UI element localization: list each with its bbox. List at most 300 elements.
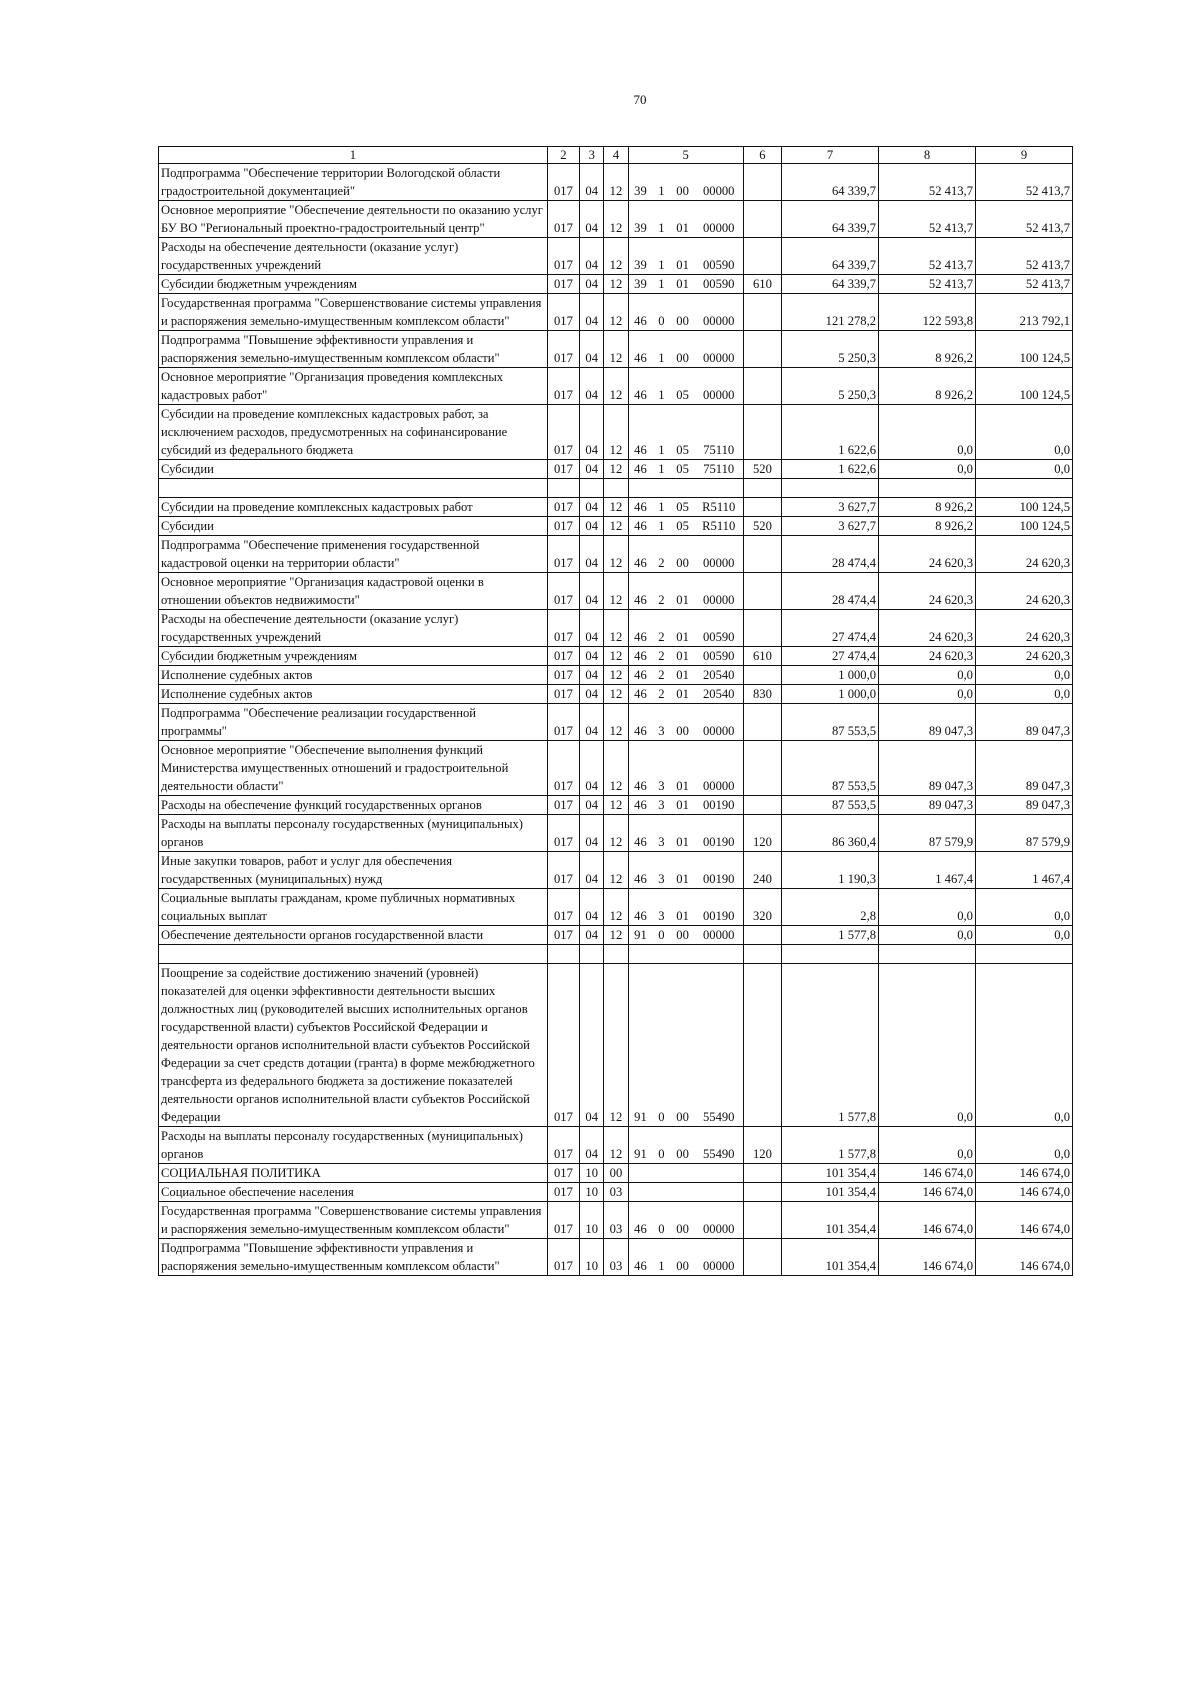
code-subprogram: 2	[652, 536, 670, 573]
row-name: Субсидии	[159, 460, 548, 479]
amount-col8: 52 413,7	[879, 164, 976, 201]
code-section: 04	[580, 610, 604, 647]
code-section: 04	[580, 926, 604, 945]
code-expense-type	[743, 1183, 781, 1202]
code-direction	[695, 1164, 744, 1183]
row-name: Основное мероприятие "Организация проведения комплексных кадастровых работ"	[159, 368, 548, 405]
code-section: 10	[580, 1202, 604, 1239]
spacer-row	[159, 479, 1073, 498]
amount-col9: 146 674,0	[975, 1239, 1072, 1276]
code-activity: 00	[670, 1202, 694, 1239]
code-ministry: 017	[547, 796, 579, 815]
code-ministry: 017	[547, 201, 579, 238]
code-section: 04	[580, 331, 604, 368]
code-expense-type	[743, 238, 781, 275]
amount-col8: 0,0	[879, 405, 976, 460]
code-subsection: 12	[604, 536, 628, 573]
code-section: 04	[580, 405, 604, 460]
code-activity: 01	[670, 238, 694, 275]
code-expense-type	[743, 498, 781, 517]
row-name: Обеспечение деятельности органов государственной власти	[159, 926, 548, 945]
amount-col8: 0,0	[879, 1127, 976, 1164]
code-direction: 00000	[695, 294, 744, 331]
row-name: Основное мероприятие "Обеспечение выполнения функций Министерства имущественных отношений и градостроительной деятельности области"	[159, 741, 548, 796]
code-ministry: 017	[547, 610, 579, 647]
code-section: 04	[580, 368, 604, 405]
row-name: Социальное обеспечение населения	[159, 1183, 548, 1202]
amount-col8: 0,0	[879, 926, 976, 945]
amount-col9: 146 674,0	[975, 1164, 1072, 1183]
code-expense-type: 320	[743, 889, 781, 926]
code-section: 04	[580, 815, 604, 852]
code-activity: 01	[670, 852, 694, 889]
code-section: 04	[580, 647, 604, 666]
table-row	[159, 889, 1073, 926]
amount-col7: 87 553,5	[782, 796, 879, 815]
amount-col7: 101 354,4	[782, 1183, 879, 1202]
code-program: 46	[628, 498, 652, 517]
code-program: 46	[628, 368, 652, 405]
amount-col7: 1 190,3	[782, 852, 879, 889]
code-section: 04	[580, 852, 604, 889]
code-program: 46	[628, 647, 652, 666]
amount-col7: 5 250,3	[782, 368, 879, 405]
table-row	[159, 368, 1073, 405]
amount-col7: 5 250,3	[782, 331, 879, 368]
amount-col9: 213 792,1	[975, 294, 1072, 331]
amount-col9: 52 413,7	[975, 164, 1072, 201]
code-section: 04	[580, 517, 604, 536]
code-ministry: 017	[547, 164, 579, 201]
code-subsection: 00	[604, 1164, 628, 1183]
code-subsection: 12	[604, 610, 628, 647]
code-subsection: 12	[604, 889, 628, 926]
code-subsection: 03	[604, 1202, 628, 1239]
code-direction: 00000	[695, 704, 744, 741]
table-row	[159, 1183, 1073, 1202]
row-name: Подпрограмма "Обеспечение применения государственной кадастровой оценки на территории области"	[159, 536, 548, 573]
table-row	[159, 331, 1073, 368]
amount-col7: 1 000,0	[782, 685, 879, 704]
table-row	[159, 1239, 1073, 1276]
amount-col7: 1 000,0	[782, 666, 879, 685]
amount-col7: 64 339,7	[782, 164, 879, 201]
code-ministry: 017	[547, 331, 579, 368]
amount-col9: 89 047,3	[975, 741, 1072, 796]
code-subprogram: 1	[652, 164, 670, 201]
table-row	[159, 647, 1073, 666]
code-ministry: 017	[547, 926, 579, 945]
code-subsection: 03	[604, 1183, 628, 1202]
code-program: 46	[628, 1202, 652, 1239]
amount-col8: 0,0	[879, 666, 976, 685]
code-activity: 05	[670, 517, 694, 536]
code-program: 46	[628, 685, 652, 704]
amount-col8: 8 926,2	[879, 368, 976, 405]
code-subsection: 12	[604, 852, 628, 889]
table-row	[159, 666, 1073, 685]
table-row	[159, 704, 1073, 741]
column-header: 8	[879, 147, 976, 164]
code-activity: 05	[670, 368, 694, 405]
code-subprogram: 1	[652, 517, 670, 536]
code-subprogram: 0	[652, 964, 670, 1127]
code-subprogram: 3	[652, 741, 670, 796]
amount-col7: 101 354,4	[782, 1202, 879, 1239]
amount-col7: 3 627,7	[782, 517, 879, 536]
code-section: 04	[580, 201, 604, 238]
amount-col9: 24 620,3	[975, 647, 1072, 666]
code-direction: 00190	[695, 852, 744, 889]
row-name: Подпрограмма "Повышение эффективности управления и распоряжения земельно-имущественным комплексом области"	[159, 1239, 548, 1276]
amount-col9: 24 620,3	[975, 536, 1072, 573]
code-subprogram: 1	[652, 201, 670, 238]
row-name: Расходы на выплаты персоналу государственных (муниципальных) органов	[159, 815, 548, 852]
row-name: Иные закупки товаров, работ и услуг для обеспечения государственных (муниципальных) нужд	[159, 852, 548, 889]
table-row	[159, 815, 1073, 852]
amount-col8: 0,0	[879, 964, 976, 1127]
amount-col9: 52 413,7	[975, 238, 1072, 275]
amount-col8: 89 047,3	[879, 704, 976, 741]
code-expense-type	[743, 796, 781, 815]
row-name: Расходы на обеспечение деятельности (оказание услуг) государственных учреждений	[159, 610, 548, 647]
amount-col7: 27 474,4	[782, 610, 879, 647]
code-expense-type: 830	[743, 685, 781, 704]
code-activity: 00	[670, 1239, 694, 1276]
code-section: 04	[580, 460, 604, 479]
code-subsection: 12	[604, 275, 628, 294]
code-direction: 00000	[695, 573, 744, 610]
code-ministry: 017	[547, 1202, 579, 1239]
amount-col7: 1 577,8	[782, 964, 879, 1127]
code-program: 46	[628, 666, 652, 685]
table-row	[159, 610, 1073, 647]
amount-col7: 101 354,4	[782, 1164, 879, 1183]
table-row	[159, 294, 1073, 331]
code-direction: 20540	[695, 666, 744, 685]
amount-col8: 52 413,7	[879, 275, 976, 294]
code-expense-type: 240	[743, 852, 781, 889]
code-subprogram: 3	[652, 815, 670, 852]
code-expense-type	[743, 1239, 781, 1276]
code-section: 04	[580, 164, 604, 201]
code-program: 46	[628, 889, 652, 926]
code-program: 46	[628, 741, 652, 796]
table-row	[159, 1202, 1073, 1239]
header-row	[159, 147, 1073, 164]
code-direction	[695, 1183, 744, 1202]
code-activity: 00	[670, 536, 694, 573]
code-subprogram: 0	[652, 926, 670, 945]
code-ministry: 017	[547, 405, 579, 460]
code-subprogram: 0	[652, 294, 670, 331]
row-name: Исполнение судебных актов	[159, 666, 548, 685]
code-subprogram: 3	[652, 796, 670, 815]
code-expense-type	[743, 1164, 781, 1183]
code-subsection: 12	[604, 517, 628, 536]
code-expense-type	[743, 368, 781, 405]
column-header: 7	[782, 147, 879, 164]
code-ministry: 017	[547, 964, 579, 1127]
code-activity: 01	[670, 201, 694, 238]
amount-col8: 24 620,3	[879, 610, 976, 647]
code-subsection: 12	[604, 164, 628, 201]
amount-col7: 1 622,6	[782, 405, 879, 460]
amount-col8: 146 674,0	[879, 1183, 976, 1202]
code-direction: 20540	[695, 685, 744, 704]
row-name: Субсидии на проведение комплексных кадастровых работ	[159, 498, 548, 517]
code-program	[628, 1183, 652, 1202]
code-ministry: 017	[547, 1183, 579, 1202]
code-activity: 05	[670, 405, 694, 460]
amount-col8: 1 467,4	[879, 852, 976, 889]
table-row	[159, 796, 1073, 815]
row-name: Основное мероприятие "Организация кадастровой оценки в отношении объектов недвижимости"	[159, 573, 548, 610]
table-body	[159, 164, 1073, 1276]
amount-col9: 52 413,7	[975, 201, 1072, 238]
amount-col7: 2,8	[782, 889, 879, 926]
code-program: 46	[628, 331, 652, 368]
code-program: 39	[628, 275, 652, 294]
amount-col8: 52 413,7	[879, 201, 976, 238]
table-row	[159, 164, 1073, 201]
amount-col8: 8 926,2	[879, 331, 976, 368]
code-ministry: 017	[547, 741, 579, 796]
code-activity: 05	[670, 460, 694, 479]
code-ministry: 017	[547, 1164, 579, 1183]
code-activity: 00	[670, 1127, 694, 1164]
column-header: 4	[604, 147, 628, 164]
code-activity: 01	[670, 610, 694, 647]
code-expense-type	[743, 331, 781, 368]
code-activity	[670, 1164, 694, 1183]
code-section: 04	[580, 889, 604, 926]
code-activity: 00	[670, 704, 694, 741]
amount-col9: 89 047,3	[975, 796, 1072, 815]
column-header: 3	[580, 147, 604, 164]
page-number: 70	[633, 92, 647, 107]
amount-col9: 0,0	[975, 405, 1072, 460]
amount-col9: 100 124,5	[975, 517, 1072, 536]
amount-col9: 0,0	[975, 460, 1072, 479]
code-subprogram: 1	[652, 405, 670, 460]
amount-col8: 146 674,0	[879, 1239, 976, 1276]
code-ministry: 017	[547, 536, 579, 573]
row-name: Расходы на обеспечение функций государственных органов	[159, 796, 548, 815]
code-ministry: 017	[547, 889, 579, 926]
row-name: Подпрограмма "Обеспечение территории Вологодской области градостроительной документацией"	[159, 164, 548, 201]
code-activity: 01	[670, 666, 694, 685]
code-direction: 00190	[695, 796, 744, 815]
code-ministry: 017	[547, 685, 579, 704]
column-header: 5	[628, 147, 743, 164]
code-subsection: 12	[604, 201, 628, 238]
code-section: 04	[580, 498, 604, 517]
code-program: 46	[628, 536, 652, 573]
code-subsection: 12	[604, 573, 628, 610]
code-program: 91	[628, 926, 652, 945]
code-subsection: 12	[604, 498, 628, 517]
amount-col9: 0,0	[975, 685, 1072, 704]
amount-col7: 87 553,5	[782, 741, 879, 796]
code-expense-type	[743, 536, 781, 573]
amount-col9: 100 124,5	[975, 331, 1072, 368]
code-section: 04	[580, 573, 604, 610]
code-activity: 01	[670, 796, 694, 815]
code-expense-type	[743, 926, 781, 945]
amount-col7: 1 622,6	[782, 460, 879, 479]
amount-col8: 146 674,0	[879, 1164, 976, 1183]
code-direction: R5110	[695, 498, 744, 517]
code-activity: 01	[670, 741, 694, 796]
code-subprogram: 2	[652, 610, 670, 647]
code-activity: 00	[670, 964, 694, 1127]
amount-col7: 101 354,4	[782, 1239, 879, 1276]
code-ministry: 017	[547, 815, 579, 852]
code-ministry: 017	[547, 275, 579, 294]
code-program: 46	[628, 460, 652, 479]
code-direction: 00000	[695, 741, 744, 796]
code-program: 46	[628, 704, 652, 741]
amount-col8: 24 620,3	[879, 573, 976, 610]
code-ministry: 017	[547, 294, 579, 331]
amount-col7: 64 339,7	[782, 238, 879, 275]
code-direction: 00590	[695, 238, 744, 275]
code-section: 04	[580, 1127, 604, 1164]
code-program: 46	[628, 1239, 652, 1276]
amount-col8: 24 620,3	[879, 536, 976, 573]
code-subprogram: 1	[652, 275, 670, 294]
amount-col7: 121 278,2	[782, 294, 879, 331]
amount-col9: 100 124,5	[975, 368, 1072, 405]
code-direction: 00190	[695, 889, 744, 926]
code-activity: 01	[670, 815, 694, 852]
code-subprogram: 0	[652, 1127, 670, 1164]
amount-col9: 0,0	[975, 964, 1072, 1127]
code-section: 04	[580, 238, 604, 275]
code-direction: 00000	[695, 536, 744, 573]
code-expense-type: 120	[743, 815, 781, 852]
table-row	[159, 460, 1073, 479]
code-ministry: 017	[547, 647, 579, 666]
code-expense-type	[743, 610, 781, 647]
code-subprogram	[652, 1183, 670, 1202]
amount-col7: 87 553,5	[782, 704, 879, 741]
spacer-row	[159, 945, 1073, 964]
code-subsection: 12	[604, 796, 628, 815]
code-activity: 05	[670, 498, 694, 517]
code-direction: 00190	[695, 815, 744, 852]
code-activity: 00	[670, 926, 694, 945]
row-name: Субсидии бюджетным учреждениям	[159, 275, 548, 294]
code-activity: 01	[670, 275, 694, 294]
code-direction: 00000	[695, 1239, 744, 1276]
amount-col8: 0,0	[879, 685, 976, 704]
code-activity: 01	[670, 573, 694, 610]
table-row	[159, 573, 1073, 610]
code-direction: 00000	[695, 164, 744, 201]
amount-col9: 1 467,4	[975, 852, 1072, 889]
amount-col9: 89 047,3	[975, 704, 1072, 741]
code-ministry: 017	[547, 498, 579, 517]
code-program: 39	[628, 164, 652, 201]
table-row	[159, 964, 1073, 1127]
table-row	[159, 405, 1073, 460]
code-program: 46	[628, 405, 652, 460]
row-name: СОЦИАЛЬНАЯ ПОЛИТИКА	[159, 1164, 548, 1183]
table-row	[159, 498, 1073, 517]
code-section: 04	[580, 666, 604, 685]
code-section: 04	[580, 704, 604, 741]
code-program: 39	[628, 238, 652, 275]
amount-col8: 0,0	[879, 889, 976, 926]
code-direction: 00590	[695, 647, 744, 666]
code-subsection: 12	[604, 704, 628, 741]
code-subprogram: 1	[652, 331, 670, 368]
code-direction: 75110	[695, 460, 744, 479]
code-subprogram: 1	[652, 1239, 670, 1276]
amount-col8: 122 593,8	[879, 294, 976, 331]
amount-col9: 0,0	[975, 926, 1072, 945]
code-section: 04	[580, 294, 604, 331]
code-subprogram: 1	[652, 368, 670, 405]
code-ministry: 017	[547, 368, 579, 405]
row-name: Основное мероприятие "Обеспечение деятельности по оказанию услуг БУ ВО "Региональный проектно-градостроительный центр"	[159, 201, 548, 238]
amount-col7: 1 577,8	[782, 926, 879, 945]
code-section: 04	[580, 685, 604, 704]
code-subsection: 12	[604, 1127, 628, 1164]
code-direction: 00000	[695, 926, 744, 945]
amount-col9: 0,0	[975, 1127, 1072, 1164]
code-activity: 01	[670, 647, 694, 666]
code-direction: 00000	[695, 201, 744, 238]
code-expense-type	[743, 201, 781, 238]
amount-col7: 1 577,8	[782, 1127, 879, 1164]
code-subsection: 12	[604, 666, 628, 685]
code-section: 10	[580, 1183, 604, 1202]
code-ministry: 017	[547, 238, 579, 275]
amount-col8: 89 047,3	[879, 796, 976, 815]
code-subprogram: 1	[652, 460, 670, 479]
code-ministry: 017	[547, 517, 579, 536]
code-direction: 00000	[695, 368, 744, 405]
row-name: Субсидии	[159, 517, 548, 536]
code-subprogram: 3	[652, 889, 670, 926]
code-direction: R5110	[695, 517, 744, 536]
amount-col9: 146 674,0	[975, 1202, 1072, 1239]
table-row	[159, 1164, 1073, 1183]
code-expense-type: 520	[743, 460, 781, 479]
code-ministry: 017	[547, 1239, 579, 1276]
code-subprogram: 3	[652, 852, 670, 889]
code-ministry: 017	[547, 704, 579, 741]
code-subprogram: 2	[652, 685, 670, 704]
code-subprogram: 2	[652, 666, 670, 685]
amount-col7: 3 627,7	[782, 498, 879, 517]
code-expense-type	[743, 741, 781, 796]
code-expense-type: 520	[743, 517, 781, 536]
code-ministry: 017	[547, 666, 579, 685]
code-subsection: 12	[604, 964, 628, 1127]
code-expense-type	[743, 164, 781, 201]
code-subsection: 12	[604, 460, 628, 479]
row-name: Подпрограмма "Повышение эффективности управления и распоряжения земельно-имущественным комплексом области"	[159, 331, 548, 368]
code-direction: 55490	[695, 1127, 744, 1164]
code-program: 46	[628, 294, 652, 331]
code-expense-type	[743, 704, 781, 741]
code-program: 46	[628, 796, 652, 815]
amount-col9: 87 579,9	[975, 815, 1072, 852]
